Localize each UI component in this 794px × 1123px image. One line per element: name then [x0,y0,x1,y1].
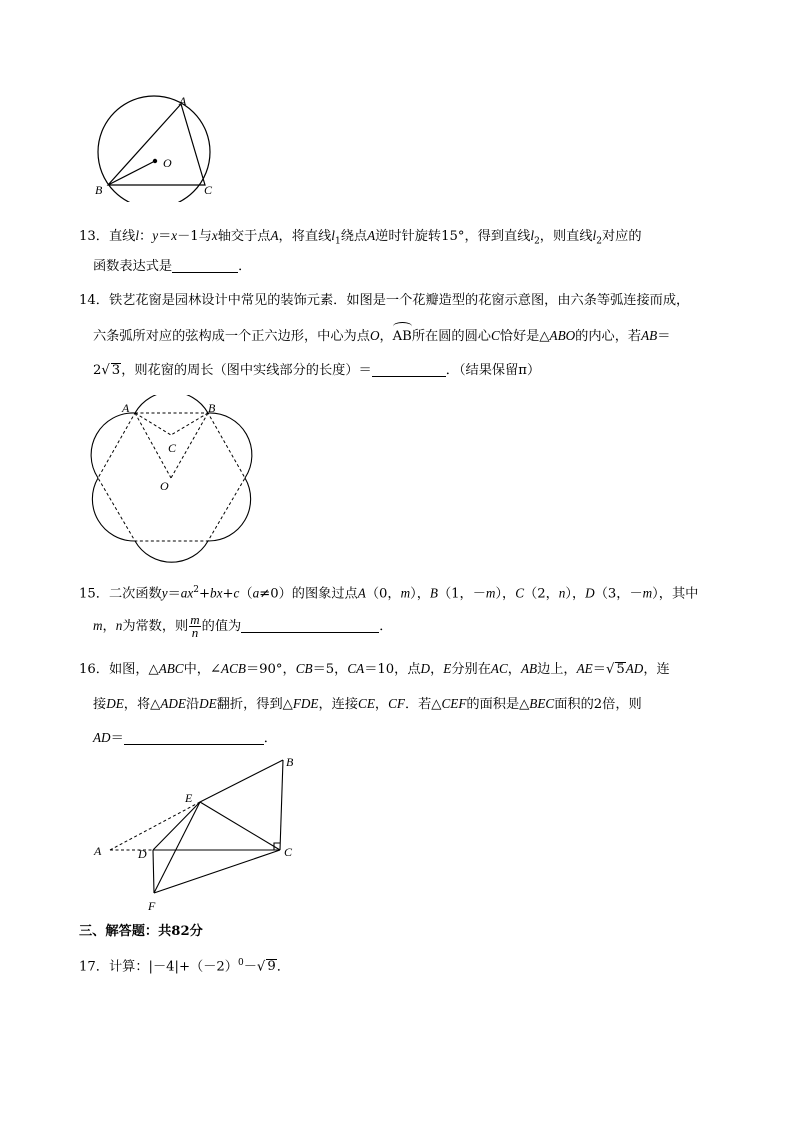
label-b: B [95,183,103,197]
segment-ao [135,413,171,478]
label-c: C [284,845,293,859]
question-13-line1: 13．直线l：y＝x－1与x轴交于点A，将直线$l_1$绕点A逆时针旋转15°，得到直线$l_2$，则直线$l_2$对应的 [79,228,642,247]
label-o: O [163,156,172,170]
question-15-line1: 15．二次函数$y=ax^2+bx+c(a\ne 0)$的图象过点A（0，m），B（1，－m），C（2，n），D（3，－m），其中 [79,585,699,602]
question-17: 17．计算：$|-4|+(-2)^0-√$ 9． [79,958,290,975]
circle-triangle-figure [88,92,228,202]
petal-arc-lower-right [208,478,251,541]
answer-blank-14[interactable] [372,362,446,377]
section-heading: 三、解答题：共82分 [79,924,203,939]
label-b: B [208,401,216,415]
petal-arc-upper-right [208,413,252,478]
center-point-o [153,159,157,163]
label-e: E [185,791,193,805]
label-b: B [286,755,294,769]
segment-ae [110,802,200,850]
segment-eb [200,760,283,802]
segment-ac [135,413,171,435]
fold-triangle-figure [90,752,310,917]
label-a: A [179,94,187,108]
label-d: D [138,847,147,861]
question-16-line3: AD＝ ． [93,730,277,746]
question-14-line2: 六条弧所对应的弦构成一个正六边形，中心为点O， AB所在圆的圆心C恰好是△ABO的内心，若AB＝ [93,327,670,346]
label-o: O [160,479,169,493]
answer-blank-15[interactable] [241,618,379,633]
petal-arc-bottom [135,541,208,562]
segment-cb [280,760,283,850]
answer-blank-16[interactable] [124,730,264,745]
question-14-line3: 2√ 3，则花窗的周长（图中实线部分的长度）＝ ．（结果保留π） [93,363,541,378]
label-c: C [204,183,213,197]
answer-blank-13[interactable] [172,258,238,273]
segment-ed [153,802,200,850]
petal-arc-upper-left [91,413,135,478]
petal-arc-lower-left [92,478,135,541]
segment-df [153,850,154,893]
question-15-line2: m，n为常数，则 $\frac{m}{n}$ 的值为 ． [93,612,393,640]
triangle-abc [108,104,205,185]
segment-ec [200,802,280,850]
segment-bo [171,413,208,478]
label-f: F [148,899,156,913]
circumcircle [98,96,210,202]
question-16-line2: 接DE，将△ADE沿DE翻折，得到△FDE，连接CE，CF．若△CEF的面积是△BEC面积的2倍，则 [93,696,642,712]
question-16-line1: 16．如图，△ABC中，∠ACB＝90°，CB＝5，CA＝10，点D，E分别在AC，AB边上，AE＝√ 5AD，连 [79,661,670,677]
label-a: A [122,401,130,415]
question-14-line1: 14．铁艺花窗是园林设计中常见的装饰元素．如图是一个花瓣造型的花窗示意图，由六条等弧连接而成， [79,293,690,308]
flower-window-figure [90,395,260,570]
label-a: A [94,844,102,858]
segment-ob [108,161,155,185]
segment-bc [171,413,208,435]
label-c: C [168,441,177,455]
petal-arc-top [135,395,208,413]
fraction-m-over-n: $\frac{m}{n}$ [190,612,200,640]
question-13-line2: 函数表达式是 ． [93,259,252,274]
